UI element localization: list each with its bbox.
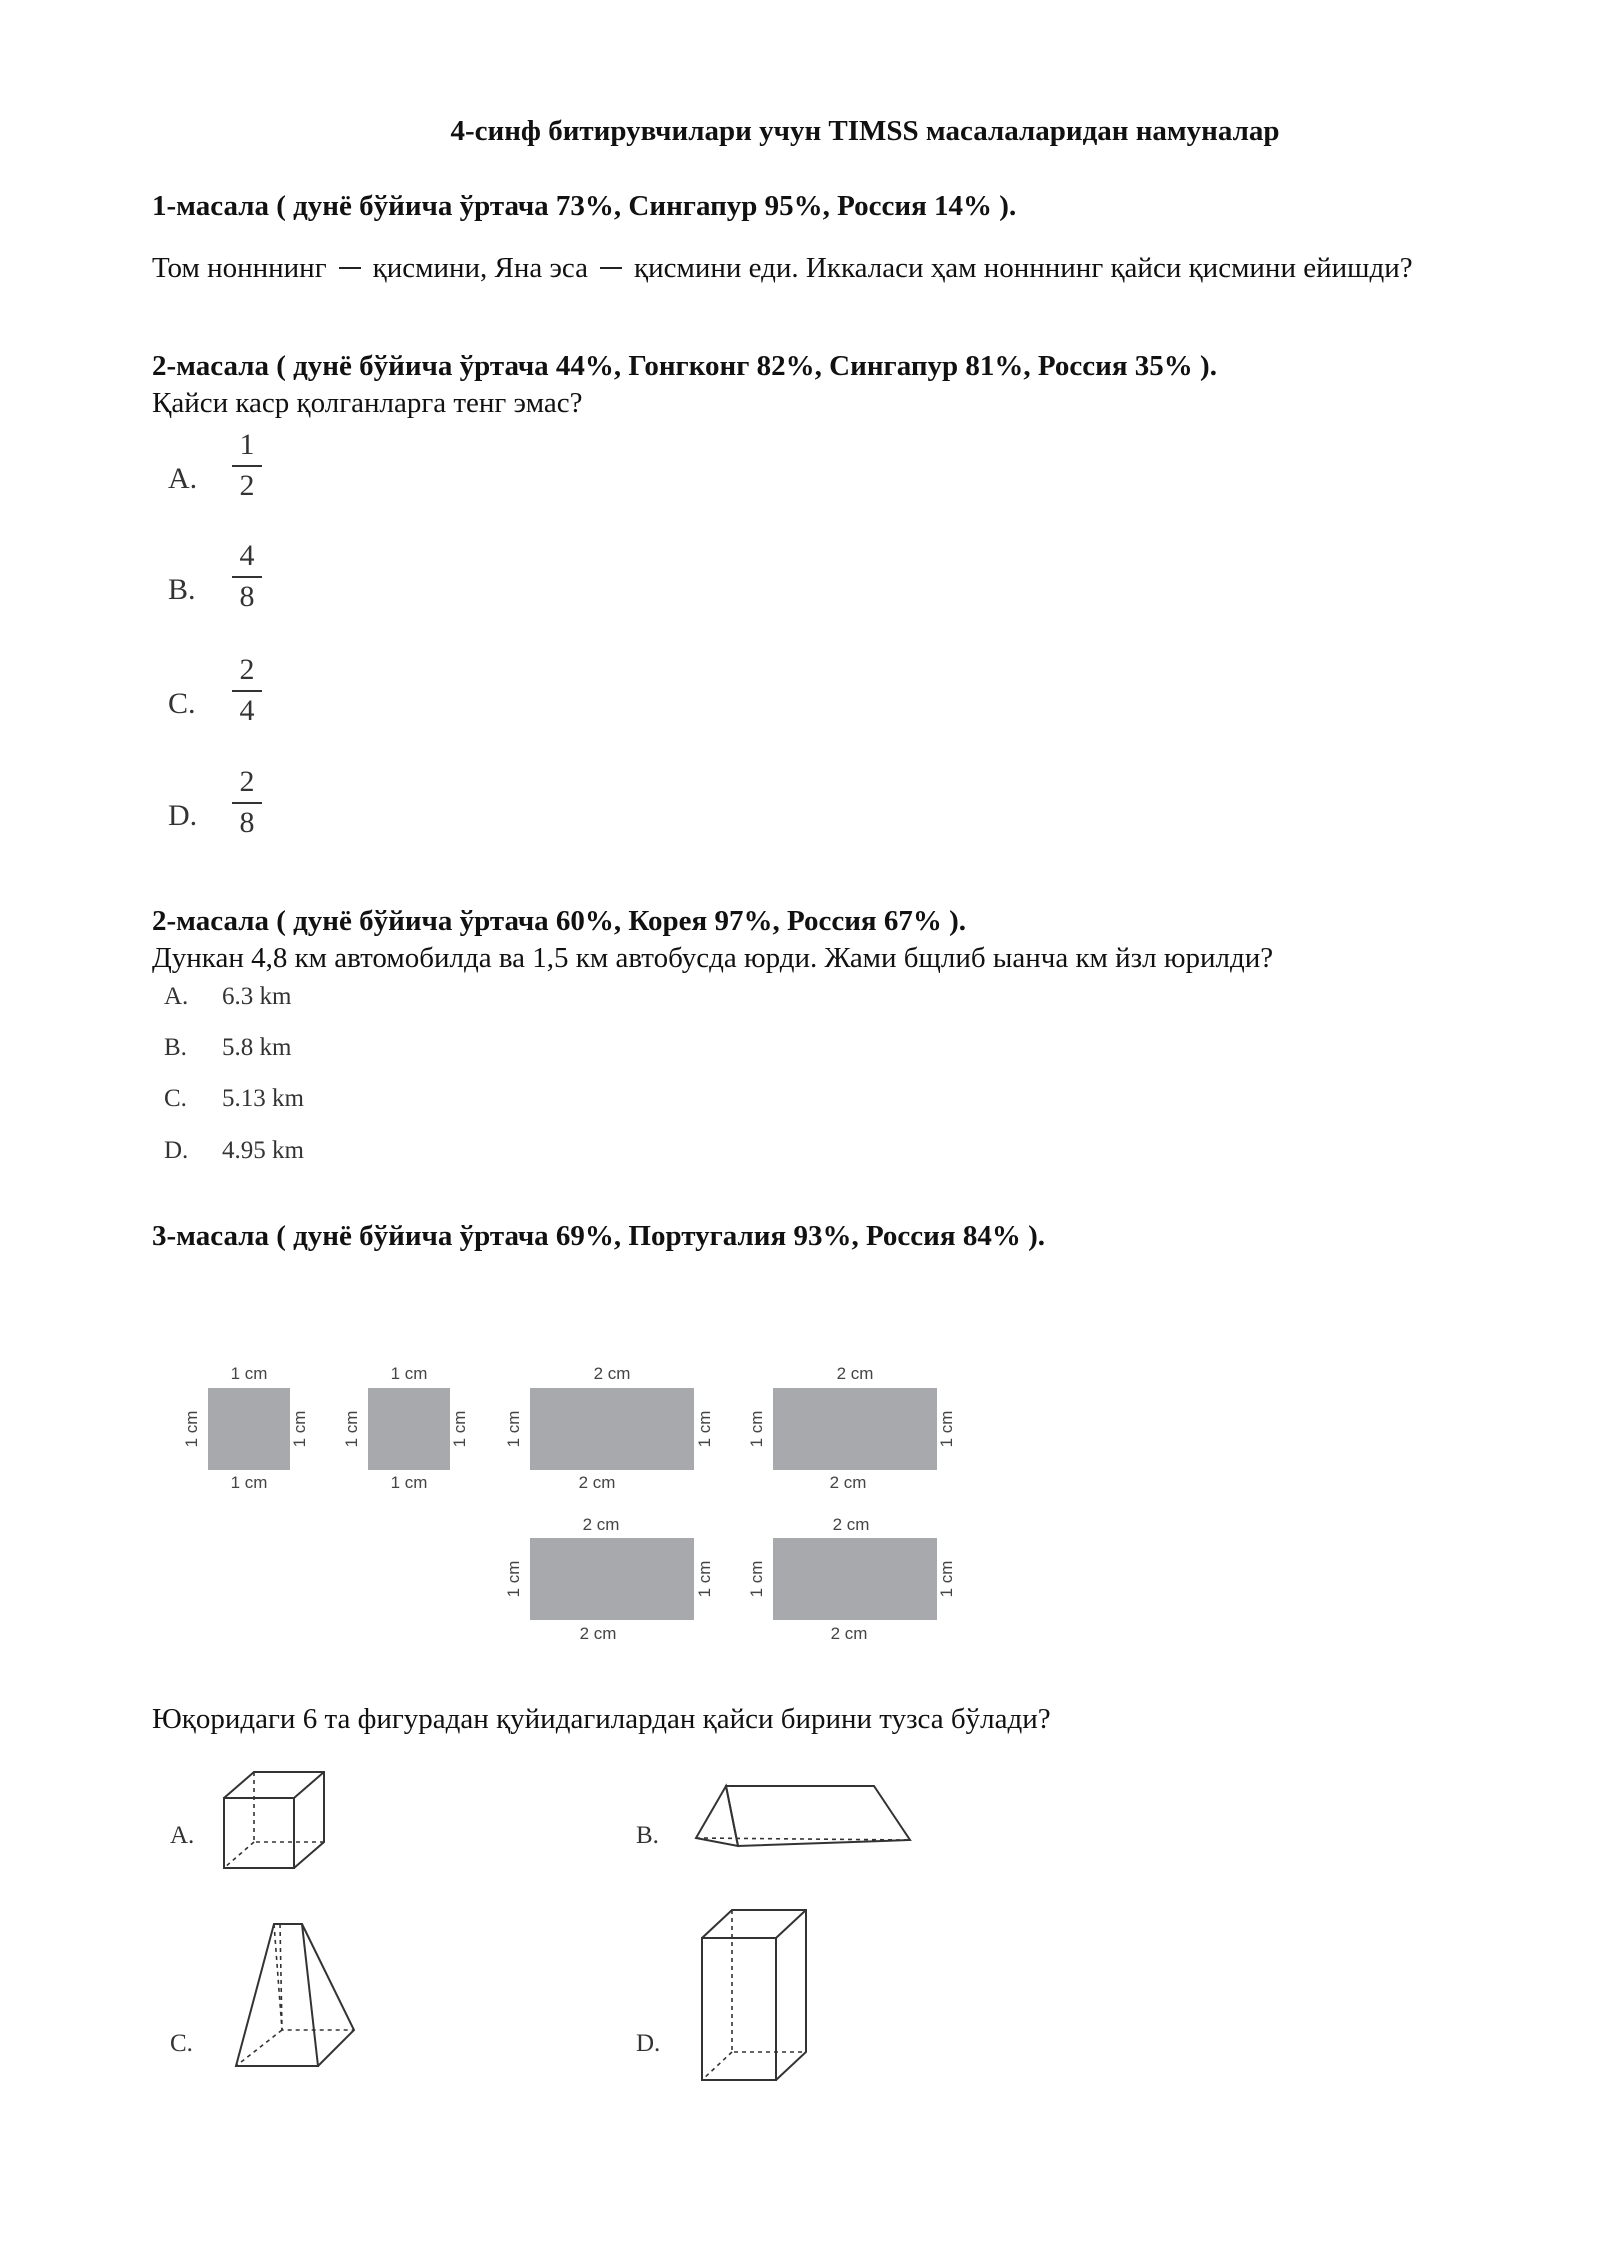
- rectangular-prism-icon[interactable]: [698, 1906, 810, 2086]
- frustum-icon[interactable]: [230, 1920, 360, 2070]
- option-value: 5.8 km: [222, 1034, 292, 1061]
- dim-label: 2 cm: [578, 1473, 616, 1492]
- fraction-numerator: 1: [239, 428, 255, 461]
- fraction-denominator: 4: [239, 694, 255, 727]
- dim-label: 2 cm: [582, 1515, 620, 1534]
- dim-label: 1 cm: [390, 1473, 428, 1492]
- cube-icon[interactable]: [220, 1768, 330, 1878]
- fraction-numerator: 2: [239, 765, 255, 798]
- dim-label: 2 cm: [832, 1515, 870, 1534]
- fraction-denominator: 2: [239, 469, 255, 502]
- triangular-prism-icon[interactable]: [692, 1780, 914, 1850]
- option-letter[interactable]: C.: [168, 687, 196, 720]
- dim-label: 2 cm: [829, 1473, 867, 1492]
- problem-1-heading: 1-масала ( дунё бўйича ўртача 73%, Сингапур 95%, Россия 14% ).: [152, 190, 1017, 222]
- problem-2-question: Қайси каср қолганларга тенг эмас?: [152, 387, 583, 419]
- shape-option-a-label[interactable]: A.: [170, 1822, 195, 1849]
- option-letter[interactable]: B.: [168, 573, 196, 606]
- dim-label: 1 cm: [450, 1410, 469, 1448]
- rectangle-3: [530, 1538, 694, 1620]
- page-title: 4-синф битирувчилари учун TIMSS масалаларидан намуналар: [450, 115, 1280, 147]
- option-letter: D.: [164, 1137, 189, 1164]
- dim-label: 1 cm: [230, 1473, 268, 1492]
- dim-label: 1 cm: [504, 1560, 523, 1598]
- dim-label: 2 cm: [836, 1364, 874, 1383]
- dim-label: 2 cm: [593, 1364, 631, 1383]
- option-letter: C.: [164, 1085, 187, 1112]
- dim-label: 1 cm: [695, 1560, 714, 1598]
- fraction-denominator: 8: [239, 580, 255, 613]
- option-value: 5.13 km: [222, 1085, 304, 1112]
- shape-option-c-label[interactable]: C.: [170, 2030, 193, 2057]
- dim-label: 1 cm: [504, 1410, 523, 1448]
- problem-1-text-b: қисмини, Яна эса: [372, 252, 589, 284]
- option-letter[interactable]: A.: [168, 462, 198, 495]
- dim-label: 2 cm: [830, 1624, 868, 1643]
- rectangle-2: [773, 1388, 937, 1470]
- option-value: 6.3 km: [222, 983, 292, 1010]
- dim-label: 1 cm: [290, 1410, 309, 1448]
- square-2: [368, 1388, 450, 1470]
- option-letter: A.: [164, 983, 189, 1010]
- dim-label: 1 cm: [747, 1410, 766, 1448]
- shape-option-d-label[interactable]: D.: [636, 2030, 661, 2057]
- option-value: 4.95 km: [222, 1137, 304, 1164]
- dim-label: 1 cm: [937, 1410, 956, 1448]
- fraction-denominator: 8: [239, 806, 255, 839]
- problem-4-heading: 3-масала ( дунё бўйича ўртача 69%, Португалия 93%, Россия 84% ).: [152, 1220, 1045, 1252]
- problem-2-heading: 2-масала ( дунё бўйича ўртача 44%, Гонгконг 82%, Сингапур 81%, Россия 35% ).: [152, 350, 1217, 382]
- net-rectangles: [208, 1388, 937, 1620]
- option-letter: B.: [164, 1034, 187, 1061]
- problem-3-heading: 2-масала ( дунё бўйича ўртача 60%, Корея 97%, Россия 67% ).: [152, 905, 966, 937]
- dim-label: 1 cm: [937, 1560, 956, 1598]
- rectangle-1: [530, 1388, 694, 1470]
- dim-label: 1 cm: [747, 1560, 766, 1598]
- dim-label: 1 cm: [182, 1410, 201, 1448]
- shape-option-b-label[interactable]: B.: [636, 1822, 659, 1849]
- fraction-numerator: 4: [239, 539, 255, 572]
- problem-3-question: Дункан 4,8 км автомобилда ва 1,5 км автобусда юрди. Жами бщлиб ыанча км йзл юрилди?: [152, 942, 1274, 974]
- rectangle-4: [773, 1538, 937, 1620]
- fraction-numerator: 2: [239, 653, 255, 686]
- dim-label: 1 cm: [695, 1410, 714, 1448]
- dim-label: 1 cm: [390, 1364, 428, 1383]
- dim-label: 1 cm: [230, 1364, 268, 1383]
- dim-label: 2 cm: [579, 1624, 617, 1643]
- problem-4-question: Юқоридаги 6 та фигурадан қуйидагилардан қайси бирини тузса бўлади?: [152, 1703, 1051, 1735]
- problem-1-text-a: Том нонннинг: [152, 252, 327, 284]
- option-letter[interactable]: D.: [168, 799, 198, 832]
- dim-label: 1 cm: [342, 1410, 361, 1448]
- square-1: [208, 1388, 290, 1470]
- problem-1-text-c: қисмини еди. Иккаласи ҳам нонннинг қайси қисмини ейишди?: [634, 252, 1413, 284]
